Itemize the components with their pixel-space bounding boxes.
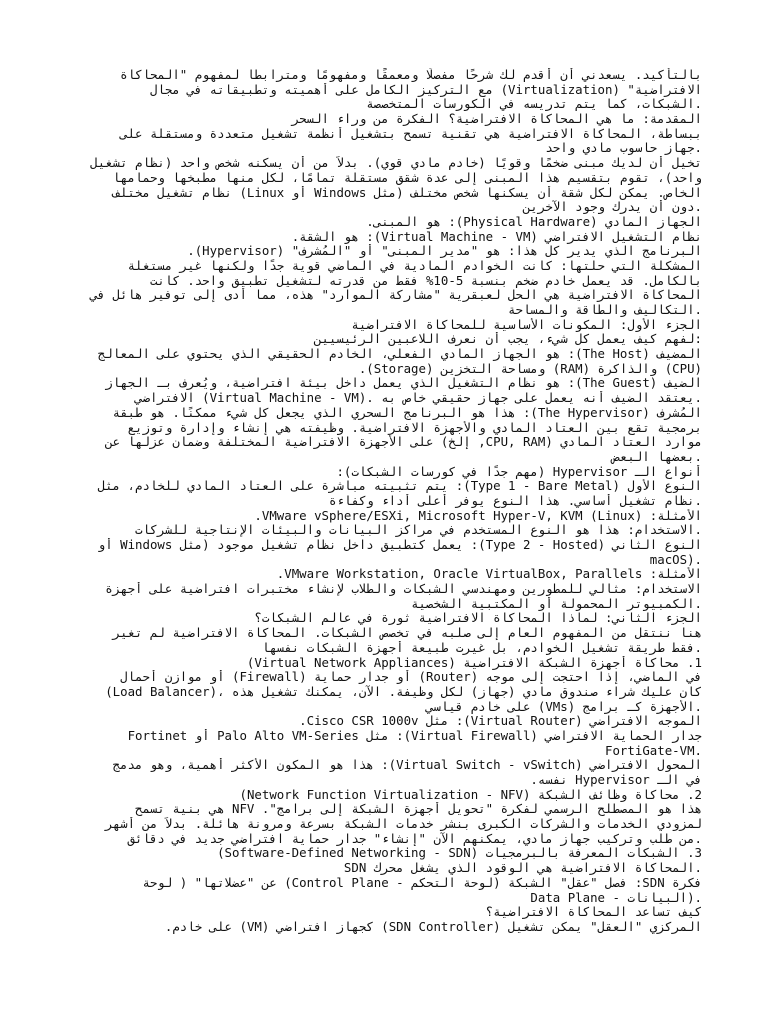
subsection-heading: 2. محاكاة وظائف الشبكة (Network Function Virtualization - NFV): [239, 787, 702, 802]
text-line: الضيف (The Guest): هو نظام التشغيل الذي يعمل داخل بيئة افتراضية، ويُعرف بـ الجهاز: [105, 376, 702, 391]
text-line: المضيف (The Host): هو الجهاز المادي الفعلي، الخادم الحقيقي الذي يحتوي على المعالج: [97, 347, 702, 362]
text-line: (Load Balancer)، كان عليك شراء صندوق مادي (جهاز) لكل وظيفة. الآن، يمكنك تشغيل هذه: [105, 684, 702, 699]
text-line: .جهاز حاسوب مادي واحد: [545, 141, 702, 156]
text-line: :لفهم كيف يعمل كل شيء، يجب أن نعرف اللاعبين الرئيسيين: [314, 332, 702, 347]
text-line: .بعضها البعض: [612, 449, 702, 464]
text-line: الموجه الافتراضي (Virtual Router): مثل Cisco CSR 1000v.: [299, 714, 702, 729]
text-line: .الكمبيوتر المحمولة أو المكتبية الشخصية: [411, 596, 702, 611]
document-body: [68, 68, 702, 935]
text-line: .(Storage) ومساحة التخزين (RAM) والذاكرة (CPU): [358, 361, 702, 376]
text-line: المحاكاة الافتراضية هي الحل لعبقرية "مشاركة الموارد" هذه، مما أدى إلى توفير هائل في: [90, 288, 702, 303]
section-heading: الجزء الثاني: لماذا المحاكاة الافتراضية ثورة في عالم الشبكات؟: [254, 611, 702, 626]
text-line: .دون أن يدرك وجود الآخرين: [522, 200, 702, 215]
text-line: الأمثلة: VMware vSphere/ESXi, Microsoft Hyper-V, KVM (Linux).: [254, 508, 702, 523]
text-line: .فقط طريقة تشغيل الخوادم، بل غيرت طبيعة أجهزة الشبكات نفسها: [261, 640, 702, 655]
text-line: .الاستخدام: هذا هو النوع المستخدم في مراكز البيانات والبيئات الإنتاجية للشركات: [135, 523, 702, 538]
text-line: الاستخدام: مثالي للمطورين ومهندسي الشبكات والطلاب لإنشاء مختبرات افتراضية على أجهزة: [105, 582, 702, 597]
text-line: البرنامج الذي يدير كل هذا: هو "مدير المبنى" أو "المُشرف" (Hypervisor).: [187, 244, 702, 259]
text-line: .من طلب وتركيب جهاز مادي، يمكنهم الآن "إنشاء" جدار حماية افتراضي جديد في دقائق: [127, 831, 702, 846]
text-line: كيف تساعد المحاكاة الافتراضية؟: [485, 905, 702, 920]
text-line: هنا ننتقل من المفهوم العام إلى صلبه في تخصص الشبكات. المحاكاة الافتراضية لم تغير: [112, 626, 702, 641]
text-line: تخيل أن لديك مبنى ضخمًا وقويًا (خادم مادي قوي). بدلاً من أن يسكنه شخص واحد (نظام تشغيل: [90, 156, 702, 171]
text-line: هذا هو المصطلح الرسمي لفكرة "تحويل أجهزة الشبكة إلى برامج". NFV هي بنية تسمح: [135, 802, 702, 817]
text-line: واحد)، تقوم بتقسيم هذا المبنى إلى عدة شقق مستقلة تمامًا، لكل منها مطبخها وحمامها: [112, 170, 702, 185]
text-line: النوع الثاني (Type 2 - Hosted): يعمل كتطبيق داخل نظام تشغيل موجود (مثل Windows أو: [97, 538, 702, 552]
text-line: النوع الأول (Type 1 - Bare Metal): يتم تثبيته مباشرة على العتاد المادي للخادم، مثل: [97, 479, 702, 494]
text-line: المشكلة التي حلتها: كانت الخوادم المادية في الماضي قوية جدًا ولكنها غير مستغلة: [127, 258, 702, 273]
text-line: .الأجهزة كـ برامج (VMs) على خادم قياسي: [425, 699, 702, 714]
text-line: .الشبكات، كما يتم تدريسه في الكورسات المتخصصة: [366, 97, 702, 112]
text-line: بالتأكيد. يسعدني أن أقدم لك شرحًا مفصلًا ومعمقًا ومفهومًا ومترابطًا لمفهوم "المحاكاة: [120, 68, 702, 82]
text-line: .المحاكاة الافتراضية هي الوقود الذي يشغل محرك SDN: [343, 861, 702, 876]
text-line: الخاص. يمكن لكل شقة أن يسكنها شخص مختلف (مثل Windows أو Linux) نظام تشغيل مختلف: [112, 185, 702, 200]
text-line: جدار الحماية الافتراضي (Virtual Firewall): مثل Palo Alto VM-Series أو Fortinet: [127, 728, 702, 743]
text-line: الأمثلة: VMware Workstation, Oracle VirtualBox, Parallels.: [276, 567, 702, 582]
subsection-heading: 3. الشبكات المعرفة بالبرمجيات (Software-Defined Networking - SDN): [217, 846, 702, 861]
text-line: الجهاز المادي (Physical Hardware): هو المبنى.: [366, 214, 702, 229]
text-line: فكرة SDN: فصل "عقل" الشبكة (لوحة التحكم - Control Plane) عن "عضلاتها" ( لوحة: [142, 875, 702, 890]
text-line: نظام التشغيل الافتراضي (Virtual Machine - VM): هو الشقة.: [291, 229, 702, 244]
section-heading: الجزء الأول: المكونات الأساسية للمحاكاة الافتراضية: [351, 317, 702, 332]
text-line: الافتراضية" (Virtualization) مع التركيز الكامل على أهميته وتطبيقاته في مجال: [149, 82, 702, 97]
text-line: المحول الافتراضي (Virtual Switch - vSwitch): هذا هو المكون الأكثر أهمية، وهو مدمج: [112, 758, 702, 773]
text-line: macOS).: [649, 552, 702, 567]
text-line: لمزودي الخدمات والشركات الكبرى بنشر خدمات الشبكة بسرعة ومرونة هائلة. بدلاً من أشهر: [105, 817, 702, 832]
text-line: FortiGate-VM.: [605, 743, 702, 758]
text-line: أنواع الـ Hypervisor (مهم جدًا في كورسات الشبكات):: [336, 464, 702, 479]
subsection-heading: 1. محاكاة أجهزة الشبكة الافتراضية (Virtual Network Appliances): [246, 655, 702, 670]
text-line: المركزي "العقل" يمكن تشغيل (SDN Controller) كجهاز افتراضي (VM) على خادم.: [164, 919, 702, 934]
text-line: .(البيانات - Data Plane: [530, 890, 702, 905]
text-line: ببساطة، المحاكاة الافتراضية هي تقنية تسمح بتشغيل أنظمة تشغيل متعددة ومستقلة على: [120, 126, 702, 141]
text-line: المُشرف (The Hypervisor): هذا هو البرنامج السحري الذي يجعل كل شيء ممكنًا. هو طبقة: [112, 405, 702, 420]
text-line: .نظام تشغيل أساسي. هذا النوع يوفر أعلى أداء وكفاءة: [329, 493, 702, 508]
text-line: .التكاليف والطاقة والمساحة: [508, 303, 702, 317]
text-line: بالكامل. قد يعمل خادم ضخم بنسبة 5-10% فقط من قدرته لتشغيل تطبيق واحد. كانت: [149, 273, 702, 288]
text-line: برمجية تقع بين العتاد المادي والأجهزة الافتراضية. وظيفته هي إنشاء وإدارة وتوزيع: [127, 420, 702, 435]
section-heading: المقدمة: ما هي المحاكاة الافتراضية؟ الفكرة من وراء السحر: [291, 112, 702, 127]
text-line: .يعتقد الضيف أنه يعمل على جهاز حقيقي خاص به .(Virtual Machine - VM) الافتراضي: [135, 391, 702, 406]
text-line: في الـ Hypervisor نفسه.: [530, 773, 702, 787]
text-line: في الماضي، إذا احتجت إلى موجه (Router) أو جدار حماية (Firewall) أو موازن أحمال: [120, 670, 702, 685]
text-line: موارد العتاد المادي (CPU, RAM, إلخ) على الأجهزة الافتراضية المختلفة وضمان عزلها عن: [105, 435, 702, 450]
